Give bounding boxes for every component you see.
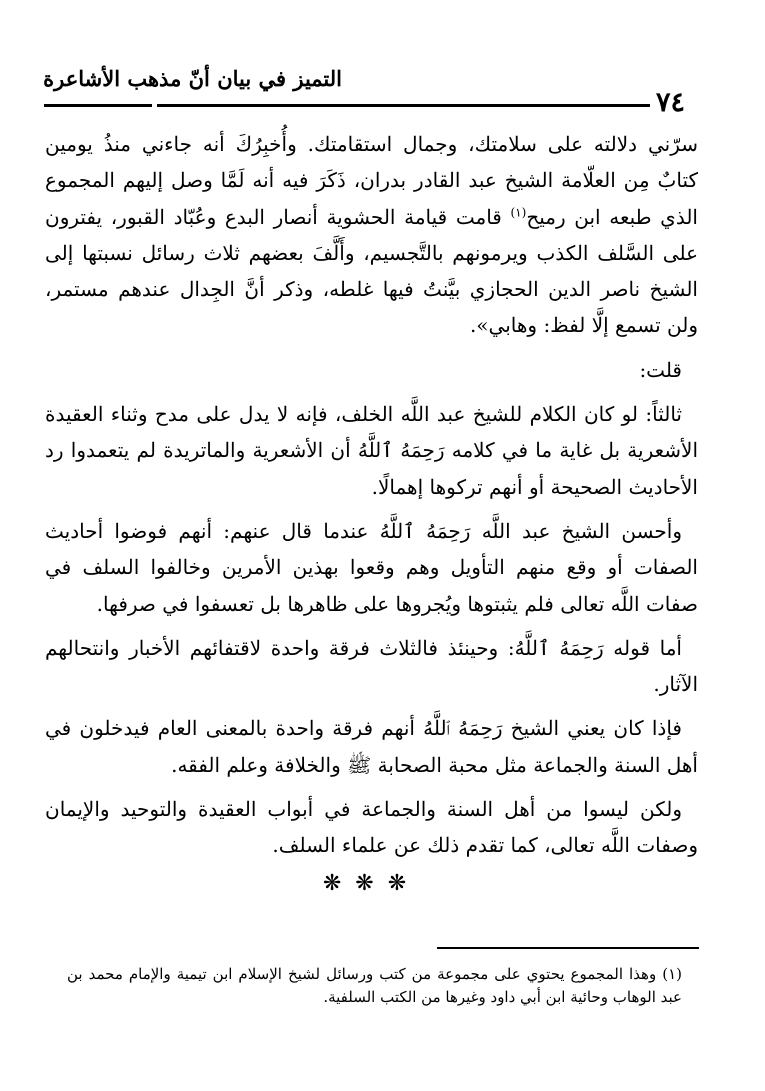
paragraph-not-ahl-sunnah: ولكن ليسوا من أهل السنة والجماعة في أبواب العقيدة والتوحيد والإيمان وصفات اللَّه تعالى، كما تقدم ذلك عن علماء السلف.: [45, 797, 698, 858]
paragraph-quote-part-2: قامت قيامة الحشوية أنصار البدع وعُبّاد القبور، يفترون على السَّلف الكذب ويرمونهم بالتَّجسيم، وأَلَّفَ بعضهم ثلاث رسائل نسبتها إلى الشيخ ناصر الدين الحجازي بيَّنتُ فيها غلطه، وذكر أنَّ الجِدال عندهم مستمر، ولن تسمع إلَّا لفظ: وهابي».: [45, 204, 698, 338]
paragraph-quote-part-1: سرّني دلالته على سلامتك، وجمال استقامتك. وأُخبِرُكَ أنه جاءني منذُ يومين كتابٌ مِن العلّامة الشيخ عبد القادر بدران، ذَكَرَ فيه أنه لَمَّا وصل إليهم المجموع الذي طبعه ابن رميح: [45, 132, 698, 229]
running-title: التميز في بيان أنّ مذهب الأشاعرة: [43, 66, 342, 91]
body-text: [45, 126, 698, 902]
paragraph-quote: [45, 126, 698, 344]
header-rule: [157, 104, 680, 107]
paragraph-tafwid: وأحسن الشيخ عبد اللَّه رَحِمَهُ ٱللَّهُ عندما قال عنهم: أنهم فوضوا أحاديث الصفات أو وقع منهم التأويل وهم وقعوا بهذين الأمرين وخالفوا السلف في صفات اللَّه تعالى فلم يثبتوها ويُجروها على ظاهرها بل تعسفوا في صرفها.: [45, 518, 698, 616]
footnote-reference: (١): [510, 204, 527, 219]
paragraph-third-point: ثالثاً: لو كان الكلام للشيخ عبد اللَّه الخلف، فإنه لا يدل على مدح وثناء العقيدة الأشعرية بل غاية ما في كلامه رَحِمَهُ ٱللَّهُ أن الأشعرية والماتريدة لم يتعمدوا رد الأحاديث الصحيحة أو أنهم تركوها إهمالًا.: [45, 402, 698, 499]
paragraph-general-meaning: فإذا كان يعني الشيخ رَحِمَهُ ٱللَّهُ أنهم فرقة واحدة بالمعنى العام فيدخلون في أهل السنة والجماعة مثل محبة الصحابة ﷺ والخلافة وعلم الفقه.: [45, 716, 698, 777]
footnote: (١) وهذا المجموع يحتوي على مجموعة من كتب ورسائل لشيخ الإسلام ابن تيمية والإمام محمد بن عبد الوهاب وحائية ابن أبي داود وغيرها من الكتب السلفية.: [67, 965, 682, 1006]
page-number: ٧٤: [650, 88, 691, 118]
paragraph-qult: قلت:: [639, 357, 682, 382]
paragraph-one-sect: أما قوله رَحِمَهُ ٱللَّهُ: وحينئذ فالثلاث فرقة واحدة لاقتفائهم الأخبار وانتحالهم الآثار.: [45, 635, 698, 697]
page-number-rule: [44, 104, 152, 107]
section-separator: ❋❋❋: [322, 870, 421, 896]
footnote-rule: [437, 947, 699, 949]
